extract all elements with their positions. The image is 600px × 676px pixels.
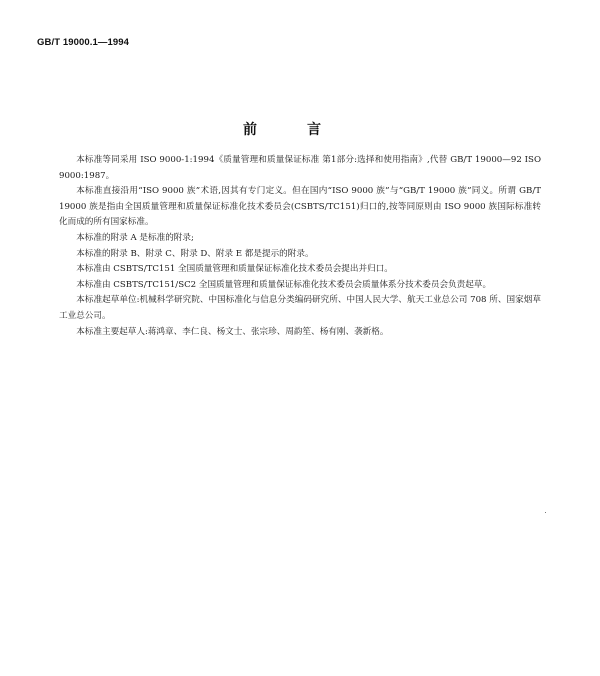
paragraph-drafting-units: 本标准起草单位:机械科学研究院、中国标准化与信息分类编码研究所、中国人民大学、航天工业总公司 708 所、国家烟草工业总公司。 [59, 295, 541, 321]
page-title-char-1: 前 [243, 122, 257, 138]
paragraph-proposed-by: 本标准由 CSBTS/TC151 全国质量管理和质量保证标准化技术委员会提出并归口。 [76, 264, 393, 275]
paragraph-terminology: 本标准直接沿用“ISO 9000 族”术语,因其有专门定义。但在国内“ISO 9000 族”与“GB/T 19000 族”同义。所谓 GB/T 19000 族是指由全国质量管理和质量保证标准化技术委员会(CSBTS/TC151)归口的,按等同原则由 ISO 9000 族国际标准转化而成的所有国家标准。 [59, 186, 541, 228]
paragraph-drafted-by-committee: 本标准由 CSBTS/TC151/SC2 全国质量管理和质量保证标准化技术委员会质量体系分技术委员会负责起草。 [76, 279, 492, 290]
paragraph-main-drafters: 本标准主要起草人:蒋鸿章、李仁良、杨文士、张宗珍、周韵笙、杨有刚、袭新格。 [76, 326, 389, 337]
paragraph-annex-normative: 本标准的附录 A 是标准的附录; [76, 232, 194, 243]
scan-speck [545, 512, 546, 513]
standard-code: GB/T 19000.1—1994 [37, 37, 130, 48]
paragraph-adoption: 本标准等同采用 ISO 9000-1:1994《质量管理和质量保证标准 第1部分:选择和使用指南》,代替 GB/T 19000—92 ISO 9000:1987。 [59, 155, 541, 181]
page-title-char-2: 言 [307, 122, 321, 138]
paragraph-annex-informative: 本标准的附录 B、附录 C、附录 D、附录 E 都是提示的附录。 [76, 248, 314, 259]
foreword-body [59, 153, 541, 340]
